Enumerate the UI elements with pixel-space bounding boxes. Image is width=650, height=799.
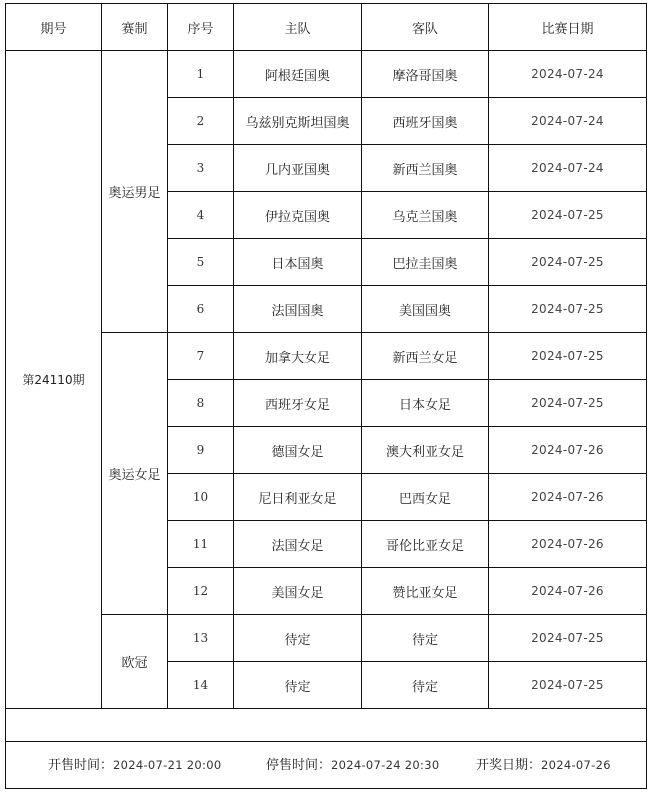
footer-cell bbox=[6, 742, 647, 789]
away-team: 美国国奥 bbox=[362, 286, 489, 333]
sale-stop bbox=[266, 742, 439, 789]
match-date: 2024-07-24 bbox=[489, 98, 647, 145]
draw-date-label: 开奖日期： bbox=[476, 758, 542, 773]
home-team: 乌兹别克斯坦国奥 bbox=[234, 98, 362, 145]
away-team: 待定 bbox=[362, 615, 489, 662]
away-team: 澳大利亚女足 bbox=[362, 427, 489, 474]
competition-cell: 欧冠 bbox=[102, 615, 168, 709]
home-team: 几内亚国奥 bbox=[234, 145, 362, 192]
header-index: 序号 bbox=[168, 4, 234, 51]
home-team: 阿根廷国奥 bbox=[234, 51, 362, 98]
period-cell: 第24110期 bbox=[6, 51, 102, 709]
blank-row bbox=[6, 709, 647, 742]
home-team: 待定 bbox=[234, 615, 362, 662]
match-date: 2024-07-25 bbox=[489, 615, 647, 662]
home-team: 法国女足 bbox=[234, 521, 362, 568]
draw-date-value: 2024-07-26 bbox=[541, 758, 611, 772]
away-team: 日本女足 bbox=[362, 380, 489, 427]
blank-cell bbox=[6, 709, 647, 742]
sale-start-label: 开售时间： bbox=[48, 758, 114, 773]
match-index: 2 bbox=[168, 98, 234, 145]
draw-date bbox=[476, 742, 611, 789]
home-team: 加拿大女足 bbox=[234, 333, 362, 380]
away-team: 赞比亚女足 bbox=[362, 568, 489, 615]
match-date: 2024-07-24 bbox=[489, 145, 647, 192]
match-index: 9 bbox=[168, 427, 234, 474]
match-index: 4 bbox=[168, 192, 234, 239]
match-index: 14 bbox=[168, 662, 234, 709]
schedule-table bbox=[5, 3, 647, 789]
header-row bbox=[6, 4, 647, 51]
away-team: 西班牙国奥 bbox=[362, 98, 489, 145]
header-period: 期号 bbox=[6, 4, 102, 51]
match-index: 3 bbox=[168, 145, 234, 192]
match-index: 12 bbox=[168, 568, 234, 615]
match-date: 2024-07-25 bbox=[489, 662, 647, 709]
home-team: 日本国奥 bbox=[234, 239, 362, 286]
header-home-team: 主队 bbox=[234, 4, 362, 51]
match-index: 10 bbox=[168, 474, 234, 521]
table-row bbox=[6, 333, 647, 380]
schedule-body bbox=[6, 51, 647, 789]
match-date: 2024-07-25 bbox=[489, 286, 647, 333]
home-team: 待定 bbox=[234, 662, 362, 709]
match-index: 6 bbox=[168, 286, 234, 333]
match-date: 2024-07-24 bbox=[489, 51, 647, 98]
match-index: 7 bbox=[168, 333, 234, 380]
sale-stop-label: 停售时间： bbox=[266, 758, 332, 773]
match-index: 8 bbox=[168, 380, 234, 427]
match-index: 11 bbox=[168, 521, 234, 568]
home-team: 伊拉克国奥 bbox=[234, 192, 362, 239]
away-team: 哥伦比亚女足 bbox=[362, 521, 489, 568]
match-date: 2024-07-25 bbox=[489, 239, 647, 286]
header-competition: 赛制 bbox=[102, 4, 168, 51]
match-date: 2024-07-26 bbox=[489, 521, 647, 568]
sale-stop-value: 2024-07-24 20:30 bbox=[331, 758, 440, 772]
match-index: 13 bbox=[168, 615, 234, 662]
away-team: 待定 bbox=[362, 662, 489, 709]
sale-start-value: 2024-07-21 20:00 bbox=[113, 758, 222, 772]
home-team: 德国女足 bbox=[234, 427, 362, 474]
table-row bbox=[6, 615, 647, 662]
match-date: 2024-07-26 bbox=[489, 474, 647, 521]
home-team: 西班牙女足 bbox=[234, 380, 362, 427]
match-date: 2024-07-25 bbox=[489, 333, 647, 380]
header-match-date: 比赛日期 bbox=[489, 4, 647, 51]
home-team: 美国女足 bbox=[234, 568, 362, 615]
match-index: 1 bbox=[168, 51, 234, 98]
sale-start bbox=[48, 742, 221, 789]
home-team: 尼日利亚女足 bbox=[234, 474, 362, 521]
competition-cell: 奥运男足 bbox=[102, 51, 168, 333]
competition-cell: 奥运女足 bbox=[102, 333, 168, 615]
match-date: 2024-07-26 bbox=[489, 427, 647, 474]
match-date: 2024-07-25 bbox=[489, 380, 647, 427]
away-team: 巴西女足 bbox=[362, 474, 489, 521]
match-date: 2024-07-25 bbox=[489, 192, 647, 239]
away-team: 乌克兰国奥 bbox=[362, 192, 489, 239]
table-row bbox=[6, 51, 647, 98]
home-team: 法国国奥 bbox=[234, 286, 362, 333]
away-team: 摩洛哥国奥 bbox=[362, 51, 489, 98]
away-team: 新西兰国奥 bbox=[362, 145, 489, 192]
match-date: 2024-07-26 bbox=[489, 568, 647, 615]
match-index: 5 bbox=[168, 239, 234, 286]
footer-row bbox=[6, 742, 647, 789]
away-team: 巴拉圭国奥 bbox=[362, 239, 489, 286]
away-team: 新西兰女足 bbox=[362, 333, 489, 380]
header-away-team: 客队 bbox=[362, 4, 489, 51]
